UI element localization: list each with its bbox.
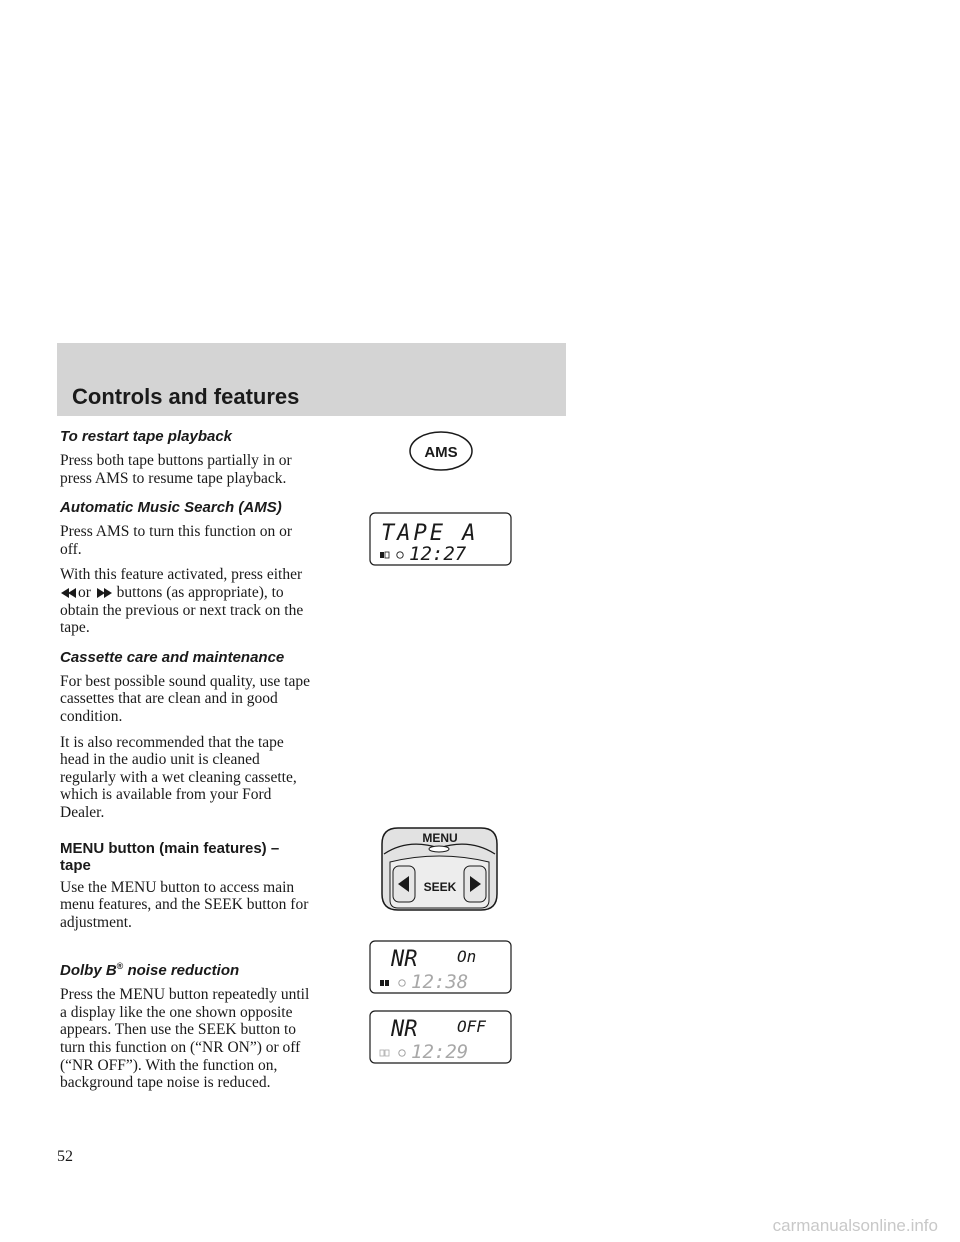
section-header <box>57 343 566 416</box>
lcd-line-1-right: OFF <box>457 1017 486 1036</box>
ams-body-2 <box>60 566 310 636</box>
ams-button-label: AMS <box>424 444 458 461</box>
restart-body: Press both tape buttons partially in or press AMS to resume tape playback. <box>60 452 292 487</box>
lcd-time: 12:27 <box>409 543 467 565</box>
fast-forward-icon <box>95 587 113 599</box>
rewind-icon <box>60 587 78 599</box>
menu-indicator <box>429 846 449 852</box>
ams-body-2-part-b: buttons (as appropriate), to obtain the previous or next track on the tape. <box>60 583 304 637</box>
dolby-indicator-icon <box>380 552 384 558</box>
ams-body-2-or: or <box>78 583 91 601</box>
ams-body-1: Press AMS to turn this function on or off. <box>60 523 293 558</box>
lcd-line-1: TAPE A <box>381 521 479 546</box>
menu-seek-control-figure <box>378 824 501 914</box>
lcd-time: 12:38 <box>411 971 469 993</box>
restart-heading: To restart tape playback <box>60 428 233 445</box>
dolby-body: Press the MENU button repeatedly until a display like the one shown opposite appears. Then use the SEEK button to turn this function on (“NR ON”) or off (“NR OFF”). With the function on, background tape noise is reduced. <box>60 986 310 1092</box>
dolby-heading-a: Dolby B <box>60 962 117 980</box>
care-body-2: It is also recommended that the tape head in the audio unit is cleaned regularly with a wet cleaning cassette, which is available from your Ford Dealer. <box>60 733 297 821</box>
lcd-display-nr-off <box>369 1010 512 1064</box>
lcd-line-1-left: NR <box>391 1017 418 1042</box>
registered-mark: ® <box>116 961 124 972</box>
menu-body: Use the MENU button to access main menu features, and the SEEK button for adjustment. <box>60 878 309 931</box>
dolby-indicator-icon <box>380 980 384 986</box>
dolby-heading-b: noise reduction <box>123 962 240 980</box>
lcd-line-1-left: NR <box>391 947 418 972</box>
ams-button-figure <box>408 430 474 472</box>
body-text-column <box>60 428 310 1100</box>
seek-button-label: SEEK <box>423 880 457 894</box>
care-body-1: For best possible sound quality, use tape cassettes that are clean and in good condition. <box>60 672 310 725</box>
watermark: carmanualsonline.info <box>772 1216 938 1235</box>
section-title: Controls and features <box>72 384 300 409</box>
lcd-display-nr-on <box>369 940 512 994</box>
menu-heading: MENU button (main features) – tape <box>60 839 280 874</box>
ams-body-2-part-a: With this feature activated, press either <box>60 566 303 584</box>
lcd-time: 12:29 <box>411 1041 469 1063</box>
lcd-line-1-right: On <box>457 947 477 966</box>
dolby-heading <box>60 957 310 980</box>
menu-button-label: MENU <box>422 831 458 845</box>
care-heading: Cassette care and maintenance <box>60 648 285 666</box>
page-number: 52 <box>57 1148 73 1165</box>
lcd-display-tape <box>369 512 512 566</box>
ams-heading: Automatic Music Search (AMS) <box>60 499 282 517</box>
